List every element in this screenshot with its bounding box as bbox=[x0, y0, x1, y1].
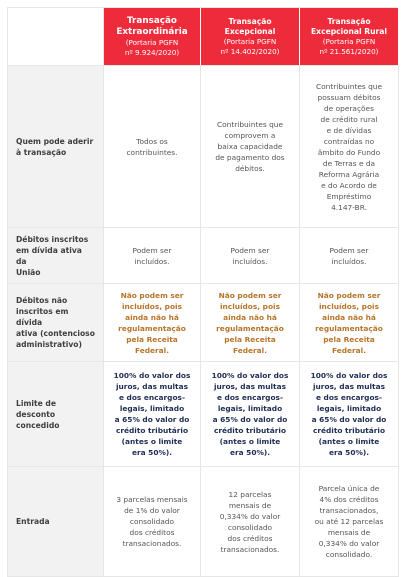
comparison-table bbox=[7, 7, 398, 577]
table-cell bbox=[104, 362, 201, 467]
row-label-debitos-nao-inscritos bbox=[8, 284, 104, 362]
table-cell bbox=[104, 66, 201, 228]
table-cell bbox=[300, 228, 399, 284]
cell-text: Parcela única de 4% dos créditos transacionados, ou até 12 parcelas mensais de 0,334% do valor consolidado. bbox=[314, 484, 384, 559]
column-header-excepcional bbox=[201, 8, 300, 66]
row-label-text: Débitos não inscritos em dívida ativa (contencioso administrativo) bbox=[16, 296, 95, 349]
column-title: Transação Extraordinária bbox=[116, 15, 188, 37]
cell-text: Podem ser incluídos. bbox=[132, 245, 172, 266]
column-header-extraordinaria bbox=[104, 8, 201, 66]
row-label-text: Débitos inscritos em dívida ativa da União bbox=[16, 234, 89, 277]
cell-text: 100% do valor dos juros, das multas e dos encargos- legais, limitado a 65% do valor do crédito tributário (antes o limite era 50%). bbox=[310, 371, 388, 457]
cell-text: 100% do valor dos juros, das multas e dos encargos- legais, limitado a 65% do valor do crédito tributário (antes o limite era 50%). bbox=[113, 371, 191, 457]
table-cell bbox=[201, 284, 300, 362]
table-cell bbox=[300, 362, 399, 467]
cell-text: Não podem ser incluídos, pois ainda não há regulamentação pela Receita Federal. bbox=[315, 290, 383, 355]
row-label-text: Entrada bbox=[16, 517, 50, 526]
column-subtitle: (Portaria PGFN nº 9.924/2020) bbox=[124, 37, 180, 57]
row-label-entrada bbox=[8, 467, 104, 577]
column-title: Transação Excepcional Rural bbox=[311, 16, 387, 36]
cell-text: Contribuintes que possuam débitos de operações de crédito rural e de dívidas contraídas no âmbito do Fundo de Terras e da Reforma Agrária e do Acordo de Empréstimo 4.147-BR. bbox=[315, 81, 383, 212]
row-label-text: Limite de desconto concedido bbox=[16, 398, 60, 430]
table-cell bbox=[201, 362, 300, 467]
table-cell bbox=[300, 66, 399, 228]
column-subtitle: (Portaria PGFN nº 21.561/2020) bbox=[319, 36, 379, 56]
table-cell bbox=[104, 284, 201, 362]
table-cell bbox=[104, 467, 201, 577]
cell-text: Não podem ser incluídos, pois ainda não há regulamentação pela Receita Federal. bbox=[216, 290, 284, 355]
table-corner bbox=[8, 8, 104, 66]
table-cell bbox=[104, 228, 201, 284]
row-label-limite-desconto bbox=[8, 362, 104, 467]
row-label-debitos-inscritos bbox=[8, 228, 104, 284]
cell-text: Podem ser incluídos. bbox=[329, 245, 369, 266]
row-label-quem-pode-aderir bbox=[8, 66, 104, 228]
cell-text: 100% do valor dos juros, das multas e dos encargos- legais, limitado a 65% do valor do crédito tributário (antes o limite era 50%). bbox=[211, 371, 289, 457]
column-subtitle: (Portaria PGFN nº 14.402/2020) bbox=[220, 36, 280, 56]
table-cell bbox=[201, 467, 300, 577]
cell-text: Não podem ser incluídos, pois ainda não há regulamentação pela Receita Federal. bbox=[118, 290, 186, 355]
column-header-excepcional-rural bbox=[300, 8, 399, 66]
cell-text: 3 parcelas mensais de 1% do valor consolidado dos créditos transacionados. bbox=[116, 495, 188, 548]
table-cell bbox=[201, 228, 300, 284]
table-cell bbox=[201, 66, 300, 228]
cell-text: Podem ser incluídos. bbox=[230, 245, 270, 266]
column-title: Transação Excepcional bbox=[224, 16, 276, 36]
row-label-text: Quem pode aderir à transação bbox=[16, 136, 94, 157]
cell-text: 12 parcelas mensais de 0,334% do valor consolidado dos créditos transacionados. bbox=[219, 489, 281, 554]
table-cell bbox=[300, 284, 399, 362]
cell-text: Contribuintes que comprovem a baixa capacidade de pagamento dos débitos. bbox=[215, 120, 285, 173]
table-cell bbox=[300, 467, 399, 577]
cell-text: Todos os contribuintes. bbox=[126, 136, 178, 157]
